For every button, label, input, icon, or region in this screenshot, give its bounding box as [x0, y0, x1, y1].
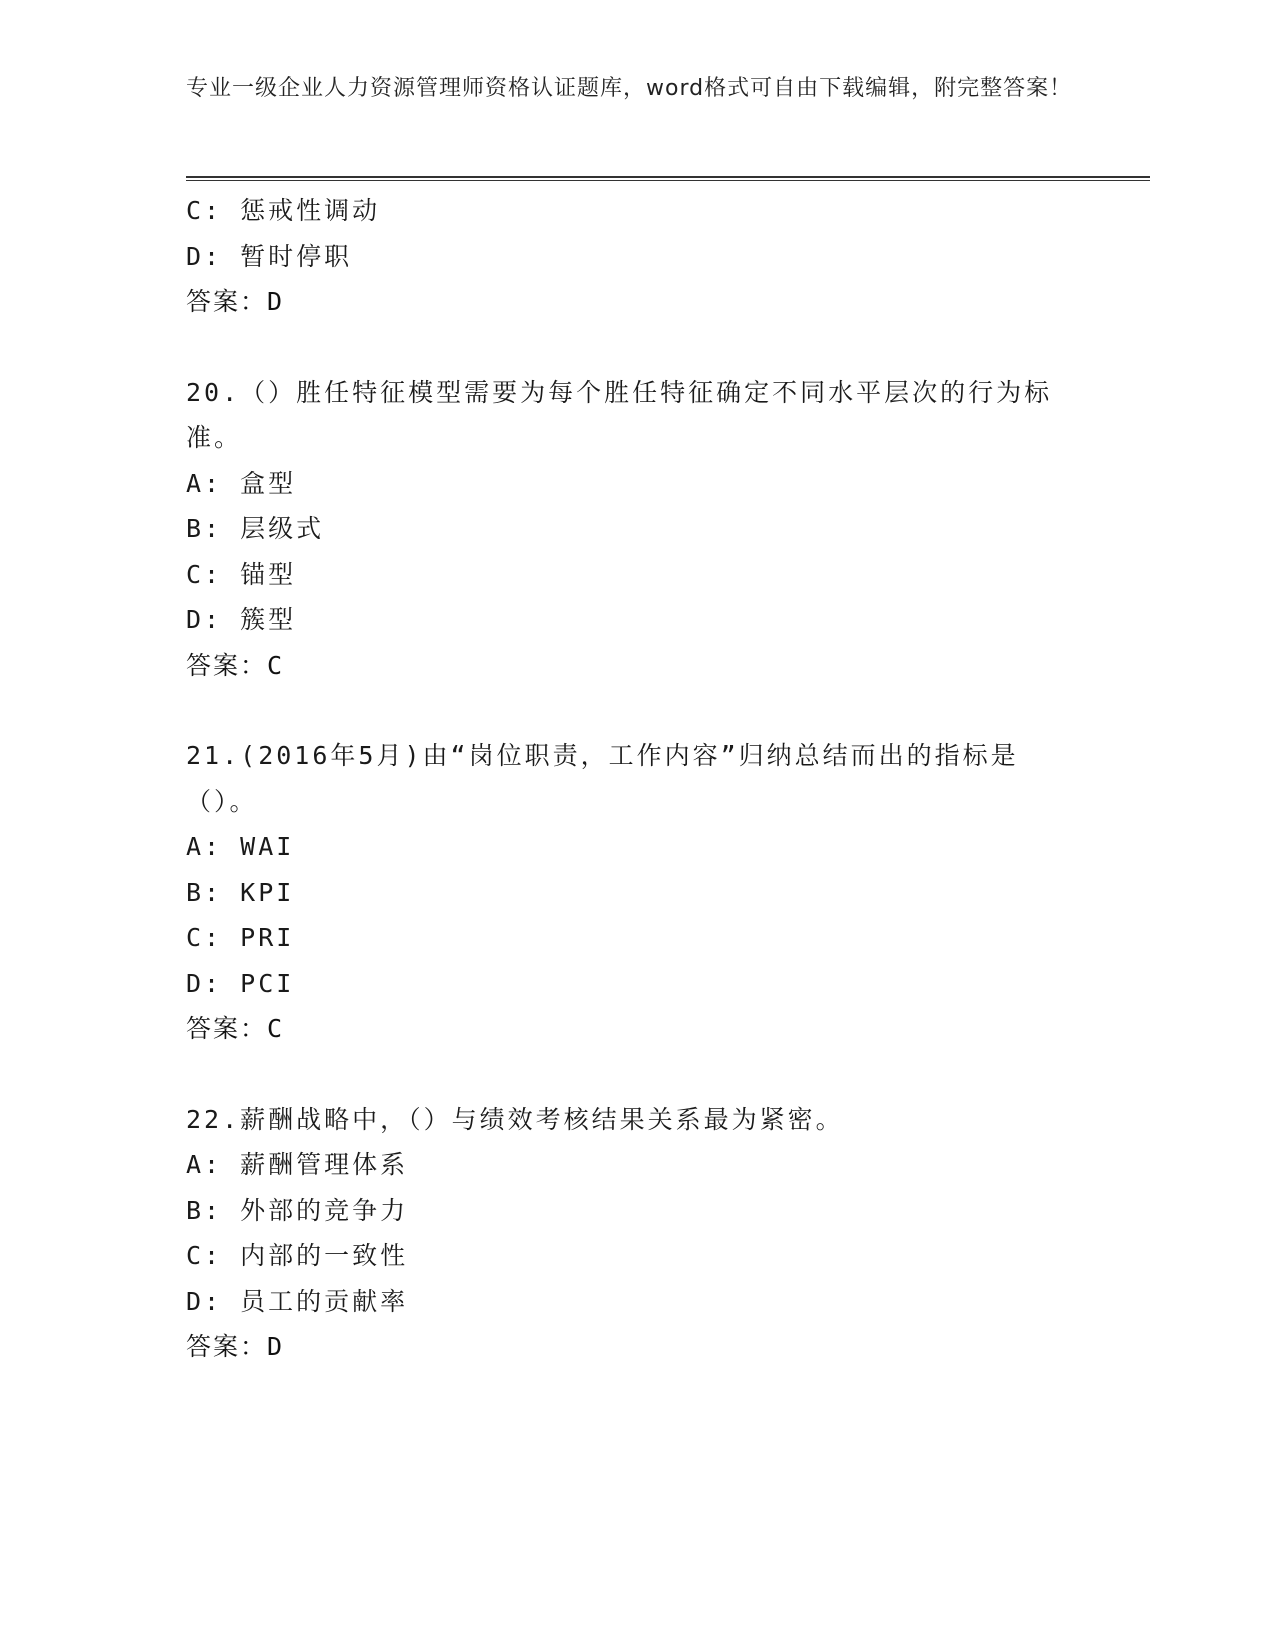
answer-line: 答案：C: [186, 1014, 285, 1043]
question-22: [186, 1097, 1086, 1370]
option-a: A: 盒型: [186, 468, 297, 498]
option-b: B: KPI: [186, 877, 295, 907]
answer-line: 答案：D: [186, 287, 285, 316]
question-stem: 20.（）胜任特征模型需要为每个胜任特征确定不同水平层次的行为标准。: [186, 377, 1053, 452]
option-d: D: 暂时停职: [186, 241, 353, 271]
question-stem: 21.(2016年5月)由“岗位职责，工作内容”归纳总结而出的指标是（）。: [186, 741, 1019, 816]
option-c: C: 锚型: [186, 559, 297, 589]
option-c: C: 内部的一致性: [186, 1241, 409, 1270]
header-divider-thin: [186, 180, 1150, 181]
header-divider: [186, 176, 1150, 178]
question-21: [186, 733, 1086, 1052]
question-20: [186, 370, 1086, 689]
question-list: [186, 188, 1086, 1370]
option-c: C: 惩戒性调动: [186, 196, 381, 225]
option-b: B: 外部的竞争力: [186, 1195, 409, 1225]
answer-line: 答案：D: [186, 1332, 285, 1361]
question-19-continued: [186, 188, 1086, 325]
page-header: 专业一级企业人力资源管理师资格认证题库，word格式可自由下载编辑，附完整答案！: [186, 76, 1073, 101]
option-d: D: PCI: [186, 968, 295, 998]
option-a: A: 薪酬管理体系: [186, 1150, 409, 1179]
option-d: D: 簇型: [186, 605, 297, 634]
answer-line: 答案：C: [186, 650, 285, 680]
option-a: A: WAI: [186, 832, 295, 861]
option-c: C: PRI: [186, 923, 295, 952]
option-b: B: 层级式: [186, 514, 325, 543]
option-d: D: 员工的贡献率: [186, 1286, 409, 1316]
question-stem: 22.薪酬战略中，（）与绩效考核结果关系最为紧密。: [186, 1104, 844, 1134]
